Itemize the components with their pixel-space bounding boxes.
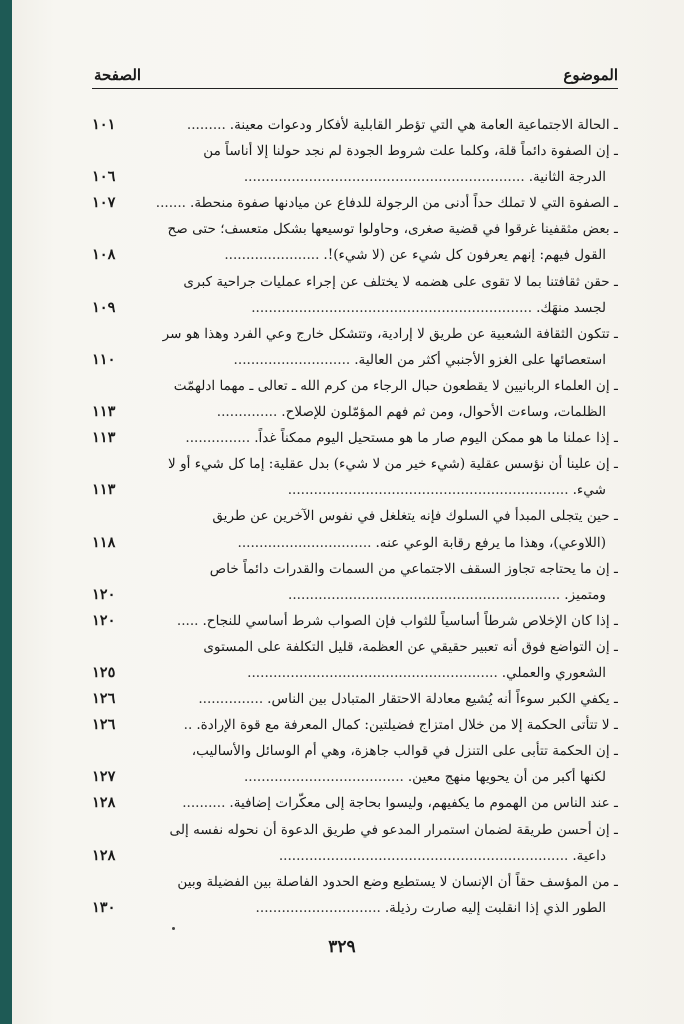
toc-page-number: ١١٣ [92,429,116,447]
toc-entry-text: ـ حقن ثقافتنا بما لا تقوى على هضمه لا يختلف عن إجراء عمليات جراحية كبرى [183,273,618,290]
toc-leader-dots: .......................................................... [247,664,498,681]
toc-page-number: ١٢٠ [92,585,116,603]
toc-page-number: ١٣٠ [92,898,116,916]
toc-leader-dots: ............... [185,430,251,447]
toc-entry-text: استعصائها على الغزو الأجنبي أكثر من العالية. [354,351,606,368]
toc-leader-dots: ............................. [255,899,381,916]
toc-entry-last-line [92,764,618,790]
toc-entry-last-line [92,477,618,503]
toc-entry-line [92,451,618,477]
toc-entry-text: ـ إن الحكمة تتأبى على التنزل في قوالب جاهزة، وهي أم الوسائل والأساليب، [191,743,618,760]
toc-page-number: ١١٨ [92,533,116,551]
toc-entry [92,790,618,816]
toc-entry-line [92,269,618,295]
toc-entry-text: ومتميز. [564,586,606,603]
toc-entry-text: ـ بعض مثقفينا غرقوا في قضية صغرى، وحاولوا توسيعها بشكل متعسف؛ حتى صح [167,221,618,238]
toc-entry-text: ـ إن ما يحتاجه تجاوز السقف الاجتماعي من السمات والقدرات دائماً خاص [209,560,618,577]
toc-page-number: ١٢٦ [92,716,116,734]
toc-entry [92,321,618,373]
toc-entry [92,138,618,190]
toc-entry [92,712,618,738]
toc-entry-text: ـ إذا عملنا ما هو ممكن اليوم صار ما هو مستحيل اليوم ممكناً غداً. [254,430,618,447]
toc-entry-line [92,817,618,843]
toc-page-number: ١٢٨ [92,846,116,864]
toc-entry-line [92,869,618,895]
toc-page-number: ١٢٦ [92,690,116,708]
page-number: ٣٢٩ [328,937,356,957]
toc-entry [92,269,618,321]
toc-page-number: ١٠٦ [92,168,116,186]
toc-entry [92,556,618,608]
toc-entry-last-line [92,242,618,268]
toc-entry-text: ـ تتكون الثقافة الشعبية عن طريق لا إرادية، وتتشكل خارج وعي الفرد وهذا هو سر [162,325,618,342]
toc-entry-last-line [92,660,618,686]
toc-leader-dots: ................................................................... [278,847,569,864]
toc-leader-dots: ............................................................... [288,586,561,603]
toc-leader-dots: ................................................................. [287,482,569,499]
header-page-label: الصفحة [94,66,142,84]
toc-entry-text: ـ إن الصفوة دائماً قلة، وكلما علت شروط الجودة لم نجد حولنا إلا أناساً من [203,143,618,160]
toc-entry-last-line [92,608,618,634]
toc-entry-text: ـ عند الناس من الهموم ما يكفيهم، وليسوا بحاجة إلى معكّرات إضافية. [229,795,618,812]
toc-page-number: ١٢٠ [92,611,116,629]
toc-leader-dots: ......... [186,117,226,133]
toc-leader-dots: ..... [176,612,199,629]
toc-entry [92,503,618,555]
toc-entry-text: ـ إن أحسن طريقة لضمان استمرار المدعو في طريق الدعوة أن نحوله نفسه إلى [169,821,618,838]
toc-entry-text: (اللاوعي)، وهذا ما يرفع رقابة الوعي عنه. [375,534,606,551]
toc-entry-text: الظلمات، وساءت الأحوال، ومن ثم فهم المؤمّلون للإصلاح. [281,404,606,421]
toc-entry [92,686,618,712]
toc-entry-last-line [92,530,618,556]
toc-entry-text: الدرجة الثانية. [528,169,606,186]
toc-entry-text: ـ إن علينا أن نؤسس عقلية (شيء خير من لا شيء) بدل عقلية: إما كل شيء أو لا [168,456,618,473]
toc-page-number: ١٠٩ [92,298,116,316]
toc-entry-line [92,138,618,164]
toc-entry-last-line [92,112,618,138]
toc-entry-text: ـ إن التواضع فوق أنه تعبير حقيقي عن العظمة، قليل التكلفة على المستوى [203,638,618,655]
toc-entry-text: ـ حين يتجلى المبدأ في السلوك فإنه يتغلغل في نفوس الآخرين عن طريق [212,508,618,525]
toc-entry-line [92,503,618,529]
toc-entry [92,634,618,686]
toc-entry-text: ـ لا تتأتى الحكمة إلا من خلال امتزاج فضيلتين: كمال المعرفة مع قوة الإرادة. [196,717,618,734]
toc-entry [92,817,618,869]
toc-leader-dots: ................................................................. [243,169,525,186]
toc-entry-last-line [92,790,618,816]
toc-entry [92,608,618,634]
toc-entry-text: ـ إن العلماء الربانيين لا يقطعون حبال الرجاء من كرم الله ـ تعالى ـ مهما ادلهمّت [173,377,618,394]
toc-page-number: ١٢٨ [92,794,116,812]
toc-entry [92,451,618,503]
toc-entry-line [92,373,618,399]
toc-entry-line [92,556,618,582]
toc-entry-text: ـ يكفي الكبر سوءاً أنه يُشيع معادلة الاحتقار المتبادل بين الناس. [267,691,618,708]
toc-entry-last-line [92,712,618,738]
toc-entry [92,112,618,138]
toc-entry-last-line [92,895,618,921]
toc-entry [92,190,618,216]
toc-leader-dots: ............... [198,691,264,708]
toc-entry-text: الشعوري والعملي. [501,664,606,681]
toc-entry-text: شيء. [572,482,606,499]
toc-entry [92,373,618,425]
toc-entry-last-line [92,582,618,608]
toc-entry-text: القول فيهم: إنهم يعرفون كل شيء عن (لا شيء)!. [323,247,606,264]
toc-entry-text: ـ من المؤسف حقاً أن الإنسان لا يستطيع وضع الحدود الفاصلة بين الفضيلة وبين [177,873,618,890]
toc-page-number: ١١٣ [92,481,116,499]
header-topic-label: الموضوع [563,66,618,84]
toc-entry [92,869,618,921]
toc-entry [92,425,618,451]
toc-leader-dots: ................................................................. [251,299,533,316]
toc-entry-line [92,738,618,764]
toc-entry-text: لكنها أكبر من أن يحويها منهج معين. [407,769,606,786]
toc-leader-dots: .............. [216,404,278,421]
toc-entry-text: الطور الذي إذا انقلبت إليه صارت رذيلة. [384,899,606,916]
toc-list [92,112,618,921]
toc-leader-dots: ........................... [233,351,351,368]
toc-entry-text: ـ الحالة الاجتماعية العامة هي التي تؤطر القابلية لأفكار ودعوات معينة. [229,117,618,133]
toc-leader-dots: .. [183,717,193,734]
toc-entry-last-line [92,190,618,216]
toc-entry-text: ـ إذا كان الإخلاص شرطاً أساسياً للثواب فإن الصواب شرط أساسي للنجاح. [202,612,618,629]
ink-speck [172,927,175,930]
toc-leader-dots: ...................... [224,247,320,264]
toc-entry-line [92,634,618,660]
toc-page-number: ١٠٨ [92,246,116,264]
toc-entry-last-line [92,399,618,425]
toc-entry-last-line [92,295,618,321]
toc-entry-last-line [92,347,618,373]
toc-entry-text: لجسد منهَك. [536,299,606,316]
toc-leader-dots: ............................... [237,534,372,551]
toc-entry [92,738,618,790]
toc-leader-dots: ....... [155,195,186,212]
toc-page-number: ١٢٥ [92,663,116,681]
toc-page-number: ١١٣ [92,403,116,421]
toc-entry [92,216,618,268]
toc-entry-line [92,321,618,347]
toc-entry-last-line [92,843,618,869]
toc-page-number: ١٢٧ [92,768,116,786]
toc-entry-text: داعية. [572,847,606,864]
toc-header [92,58,618,89]
toc-leader-dots: ..................................... [243,769,404,786]
toc-page-number: ١٠٧ [92,194,116,212]
toc-leader-dots: .......... [182,795,226,812]
toc-page-number: ١١٠ [92,350,116,368]
book-spine-edge [0,0,12,1024]
toc-entry-text: ـ الصفوة التي لا تملك حداً أدنى من الرجولة للدفاع عن ميادنها صفوة منحطة. [190,195,618,212]
toc-entry-last-line [92,425,618,451]
toc-entry-last-line [92,686,618,712]
toc-entry-last-line [92,164,618,190]
toc-page-number: ١٠١ [92,116,116,133]
toc-entry-line [92,216,618,242]
